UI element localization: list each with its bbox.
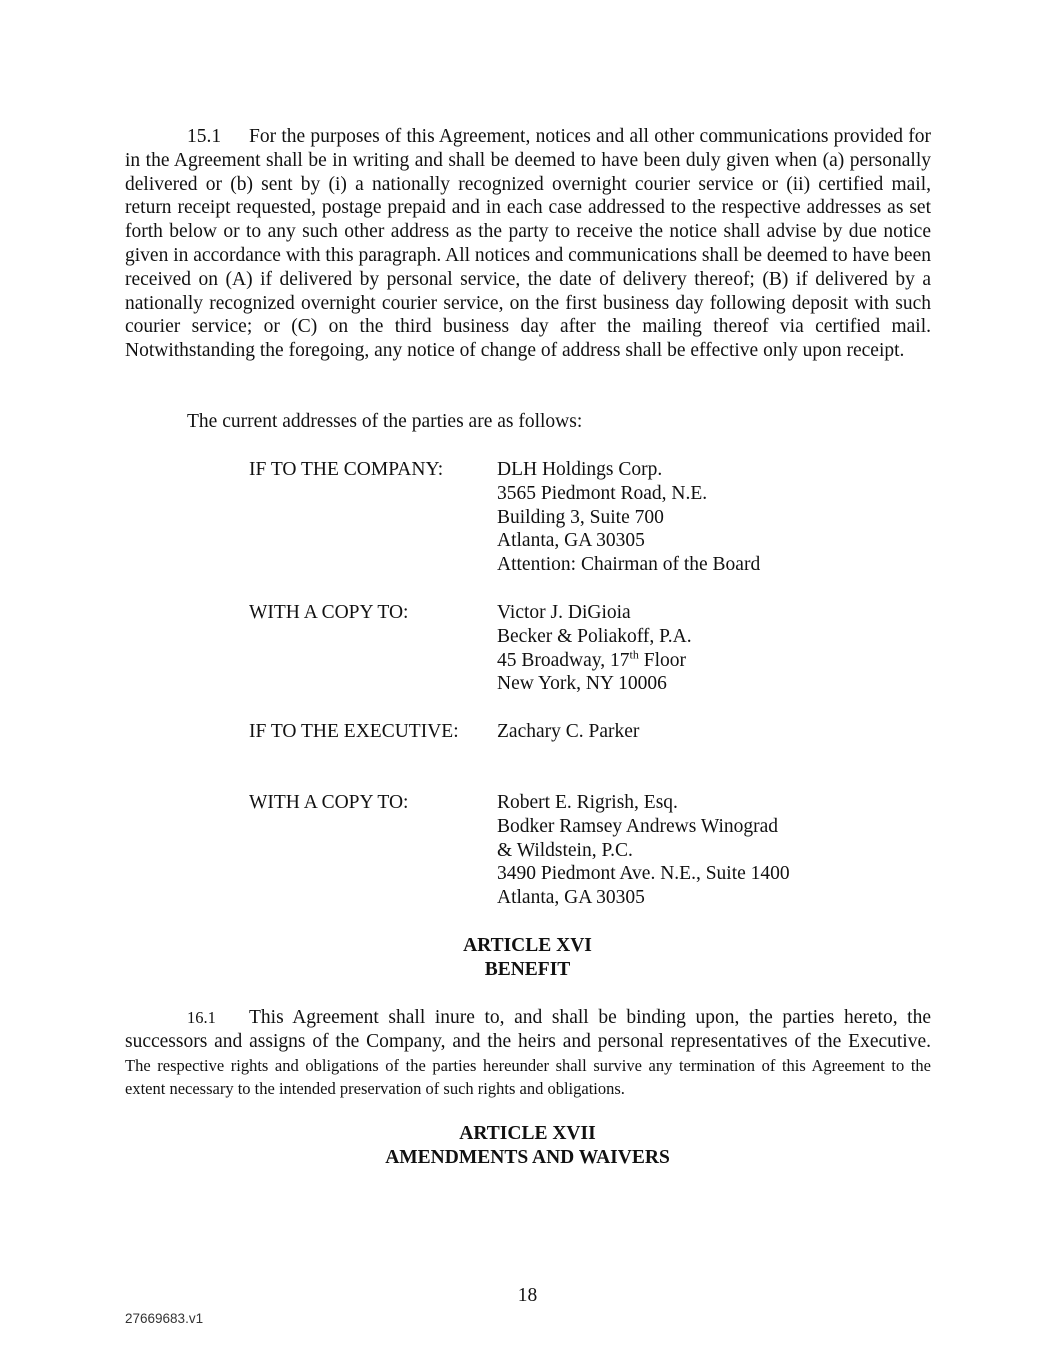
article-17-heading xyxy=(0,1122,1055,1170)
section-15-1-paragraph xyxy=(125,125,931,363)
executive-copy-address-block xyxy=(497,791,790,910)
page-number: 18 xyxy=(517,1285,538,1306)
address-line: Bodker Ramsey Andrews Winograd xyxy=(497,815,779,837)
executive-copy-label: WITH A COPY TO: xyxy=(249,792,409,813)
article-subtitle: BENEFIT xyxy=(484,958,571,980)
address-line: Zachary C. Parker xyxy=(497,721,640,742)
address-line: DLH Holdings Corp. xyxy=(497,459,663,480)
company-copy-label: WITH A COPY TO: xyxy=(249,602,409,623)
address-line: Atlanta, GA 30305 xyxy=(497,887,645,909)
section-text: For the purposes of this Agreement, notices and all other communications provided for in the Agreement shall be in writing and shall be deemed to have been duly given when (a) personally delivered or (b) sent by (i) a nationally recognized overnight courier service or (ii) certified mail, return receipt requested, postage prepaid and in each case addressed to the respective addresses as set forth below or to any such other address as the party to receive the notice shall advise by due notice given in accordance with this paragraph. All notices and communications shall be deemed to have been received on (A) if delivered by personal service, the date of delivery thereof; (B) if delivered by a nationally recognized overnight courier service, on the first business day following deposit with such courier service; or (C) on the third business day after the mailing thereof via certified mail. Notwithstanding the foregoing, any notice of change of address shall be effective only upon receipt. xyxy=(125,126,931,362)
address-line: Atlanta, GA 30305 xyxy=(497,530,645,552)
section-number: 15.1 xyxy=(187,126,222,147)
address-line: Robert E. Rigrish, Esq. xyxy=(497,792,678,813)
executive-address-block xyxy=(497,720,639,744)
section-text: This Agreement shall inure to, and shall be binding upon, the parties hereto, the successors and assigns of the Company, and the heirs and personal representatives of the Executive. xyxy=(125,1007,931,1052)
section-number: 16.1 xyxy=(187,1008,216,1027)
company-address-block xyxy=(497,458,760,577)
address-line: Attention: Chairman of the Board xyxy=(497,554,761,576)
document-id: 27669683.v1 xyxy=(125,1311,204,1326)
address-line: Building 3, Suite 700 xyxy=(497,506,664,528)
company-address-label: IF TO THE COMPANY: xyxy=(249,459,444,480)
address-line xyxy=(497,649,692,673)
address-line: 3490 Piedmont Ave. N.E., Suite 1400 xyxy=(497,863,790,885)
address-line: Victor J. DiGioia xyxy=(497,602,631,623)
address-text: 45 Broadway, 17 xyxy=(497,649,630,671)
address-line: & Wildstein, P.C. xyxy=(497,839,633,861)
article-16-heading xyxy=(0,934,1055,982)
section-text-small: The respective rights and obligations of the parties hereunder shall survive any termination of this Agreement to the extent necessary to the intended preservation of such rights and obligations. xyxy=(125,1055,931,1099)
address-line: Becker & Poliakoff, P.A. xyxy=(497,625,692,647)
article-title: ARTICLE XVII xyxy=(459,1123,596,1144)
address-text: Floor xyxy=(638,649,686,671)
section-16-1-paragraph xyxy=(125,1006,931,1101)
addresses-intro: The current addresses of the parties are as follows: xyxy=(187,411,583,432)
executive-address-label: IF TO THE EXECUTIVE: xyxy=(249,721,459,742)
company-copy-address-block xyxy=(497,601,692,696)
address-line: 3565 Piedmont Road, N.E. xyxy=(497,482,708,504)
article-title: ARTICLE XVI xyxy=(463,935,592,956)
address-line: New York, NY 10006 xyxy=(497,673,667,695)
ordinal-suffix: th xyxy=(629,647,639,662)
article-subtitle: AMENDMENTS AND WAIVERS xyxy=(385,1146,670,1168)
